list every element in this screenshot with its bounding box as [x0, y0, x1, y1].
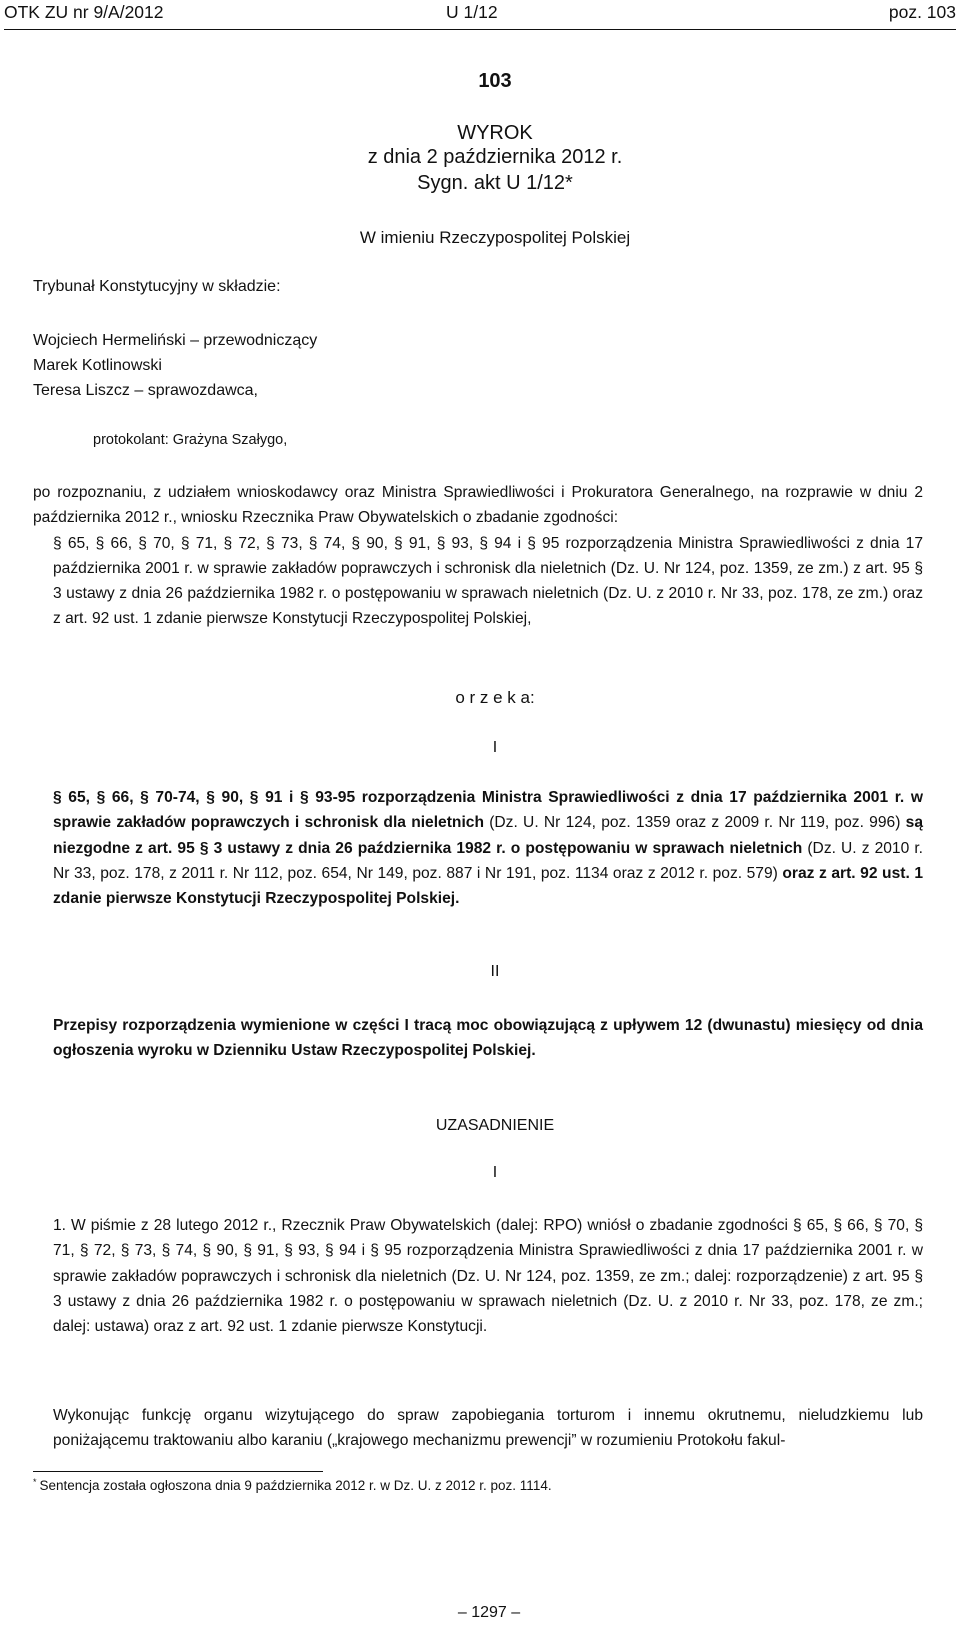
justification-paragraph-2: Wykonując funkcję organu wizytującego do spraw zapobiegania torturom i innemu okrutnemu, nieludzkiemu lub poniżającemu traktowaniu albo karaniu („krajowego mechanizmu prewencji” w rozumieniu Protokołu fakul- [53, 1407, 923, 1450]
intro-lead: po rozpoznaniu, z udziałem wnioskodawcy oraz Ministra Sprawiedliwości i Prokuratora Generalnego, na rozprawie w dniu 2 października 2012 r., wniosku Rzecznika Praw Obywatelskich o zbadanie zgodności: [33, 484, 923, 527]
part-two-numeral: II [490, 963, 500, 980]
intro-paragraph [33, 480, 923, 632]
composition-members [33, 328, 317, 403]
justification-numeral: I [492, 1164, 498, 1181]
member-chair: Wojciech Hermeliński – przewodniczący [33, 332, 318, 349]
header-case: U 1/12 [446, 2, 498, 22]
part-one-numeral: I [492, 739, 498, 756]
judgment-title: WYROK [457, 122, 533, 144]
footnote [33, 1477, 552, 1493]
member: Marek Kotlinowski [33, 357, 162, 374]
part-one-bold-3: oraz z art. 92 ust. 1 zdanie pierwsze Konstytucji Rzeczypospolitej Polskiej. [53, 864, 923, 908]
header-rule [4, 29, 956, 30]
part-one-ref-1: (Dz. U. Nr 124, poz. 1359 oraz z 2009 r. Nr 119, poz. 996) [483, 814, 906, 832]
header-journal: OTK ZU nr 9/A/2012 [4, 2, 164, 22]
intro-subject: § 65, § 66, § 70, § 71, § 72, § 73, § 74, § 90, § 91, § 93, § 94 i § 95 rozporządzenia Ministra Sprawiedliwości z dnia 17 października 2001 r. w sprawie zakładów poprawczych i schronisk dla nieletnich (Dz. U. Nr 124, poz. 1359, ze zm.) z art. 95 § 3 ustawy z dnia 26 października 1982 r. o postępowaniu w sprawach nieletnich (Dz. U. z 2010 r. Nr 33, poz. 178, ze zm.) oraz z art. 92 ust. 1 zdanie pierwsze Konstytucji Rzeczypospolitej Polskiej, [53, 534, 923, 628]
part-one-bold-2: są niezgodne z art. 95 § 3 ustawy z dnia 26 października 1982 r. o postępowaniu w sprawach nieletnich [53, 814, 923, 857]
case-signature: Sygn. akt U 1/12* [417, 172, 573, 194]
part-two-text: Przepisy rozporządzenia wymienione w części I tracą moc obowiązującą z upływem 12 (dwunastu) miesięcy od dnia ogłoszenia wyroku w Dzienniku Ustaw Rzeczypospolitej Polskiej. [53, 1017, 923, 1060]
footnote-text: Sentencja została ogłoszona dnia 9 października 2012 r. w Dz. U. z 2012 r. poz. 1114. [39, 1478, 552, 1493]
in-the-name-line: W imieniu Rzeczypospolitej Polskiej [359, 228, 631, 247]
member-rapporteur: Teresa Liszcz – sprawozdawca, [33, 382, 258, 399]
part-one-ref-2: (Dz. U. z 2010 r. Nr 33, poz. 178, z 2011 r. Nr 112, poz. 654, Nr 149, poz. 887 i Nr 191, poz. 1134 oraz z 2012 r. poz. 579) [53, 839, 924, 882]
footnote-mark: * [33, 1477, 37, 1487]
footnote-rule [33, 1471, 323, 1472]
justification-heading: UZASADNIENIE [435, 1117, 555, 1134]
judgment-number: 103 [478, 70, 512, 92]
clerk-line: protokolant: Grażyna Szałygo, [93, 432, 288, 448]
composition-label: Trybunał Konstytucyjny w składzie: [33, 278, 281, 295]
part-one-text [33, 785, 923, 911]
judgment-date: z dnia 2 października 2012 r. [367, 146, 623, 168]
page-number: – 1297 – [457, 1604, 521, 1621]
header-position: poz. 103 [888, 2, 956, 22]
part-one-bold-1: § 65, § 66, § 70-74, § 90, § 91 i § 93-95 rozporządzenia Ministra Sprawiedliwości z dnia 17 października 2001 r. w sprawie zakładów poprawczych i schronisk dla nieletnich [53, 789, 923, 832]
ruling-heading: o r z e k a: [455, 688, 535, 707]
justification-paragraph-1: 1. W piśmie z 28 lutego 2012 r., Rzecznik Praw Obywatelskich (dalej: RPO) wniósł o zbadanie zgodności § 65, § 66, § 70, § 71, § 72, § 73, § 74, § 90, § 91, § 93, § 94 i § 95 rozporządzenia Ministra Sprawiedliwości z dnia 17 października 2001 r. w sprawie zakładów poprawczych i schronisk dla nieletnich (Dz. U. Nr 124, poz. 1359, ze zm.; dalej: rozporządzenie) z art. 95 § 3 ustawy z dnia 26 października 1982 r. o postępowaniu w sprawach nieletnich (Dz. U. z 2010 r. Nr 33, poz. 178, ze zm.; dalej: ustawa) oraz z art. 92 ust. 1 zdanie pierwsze Konstytucji. [53, 1217, 923, 1336]
